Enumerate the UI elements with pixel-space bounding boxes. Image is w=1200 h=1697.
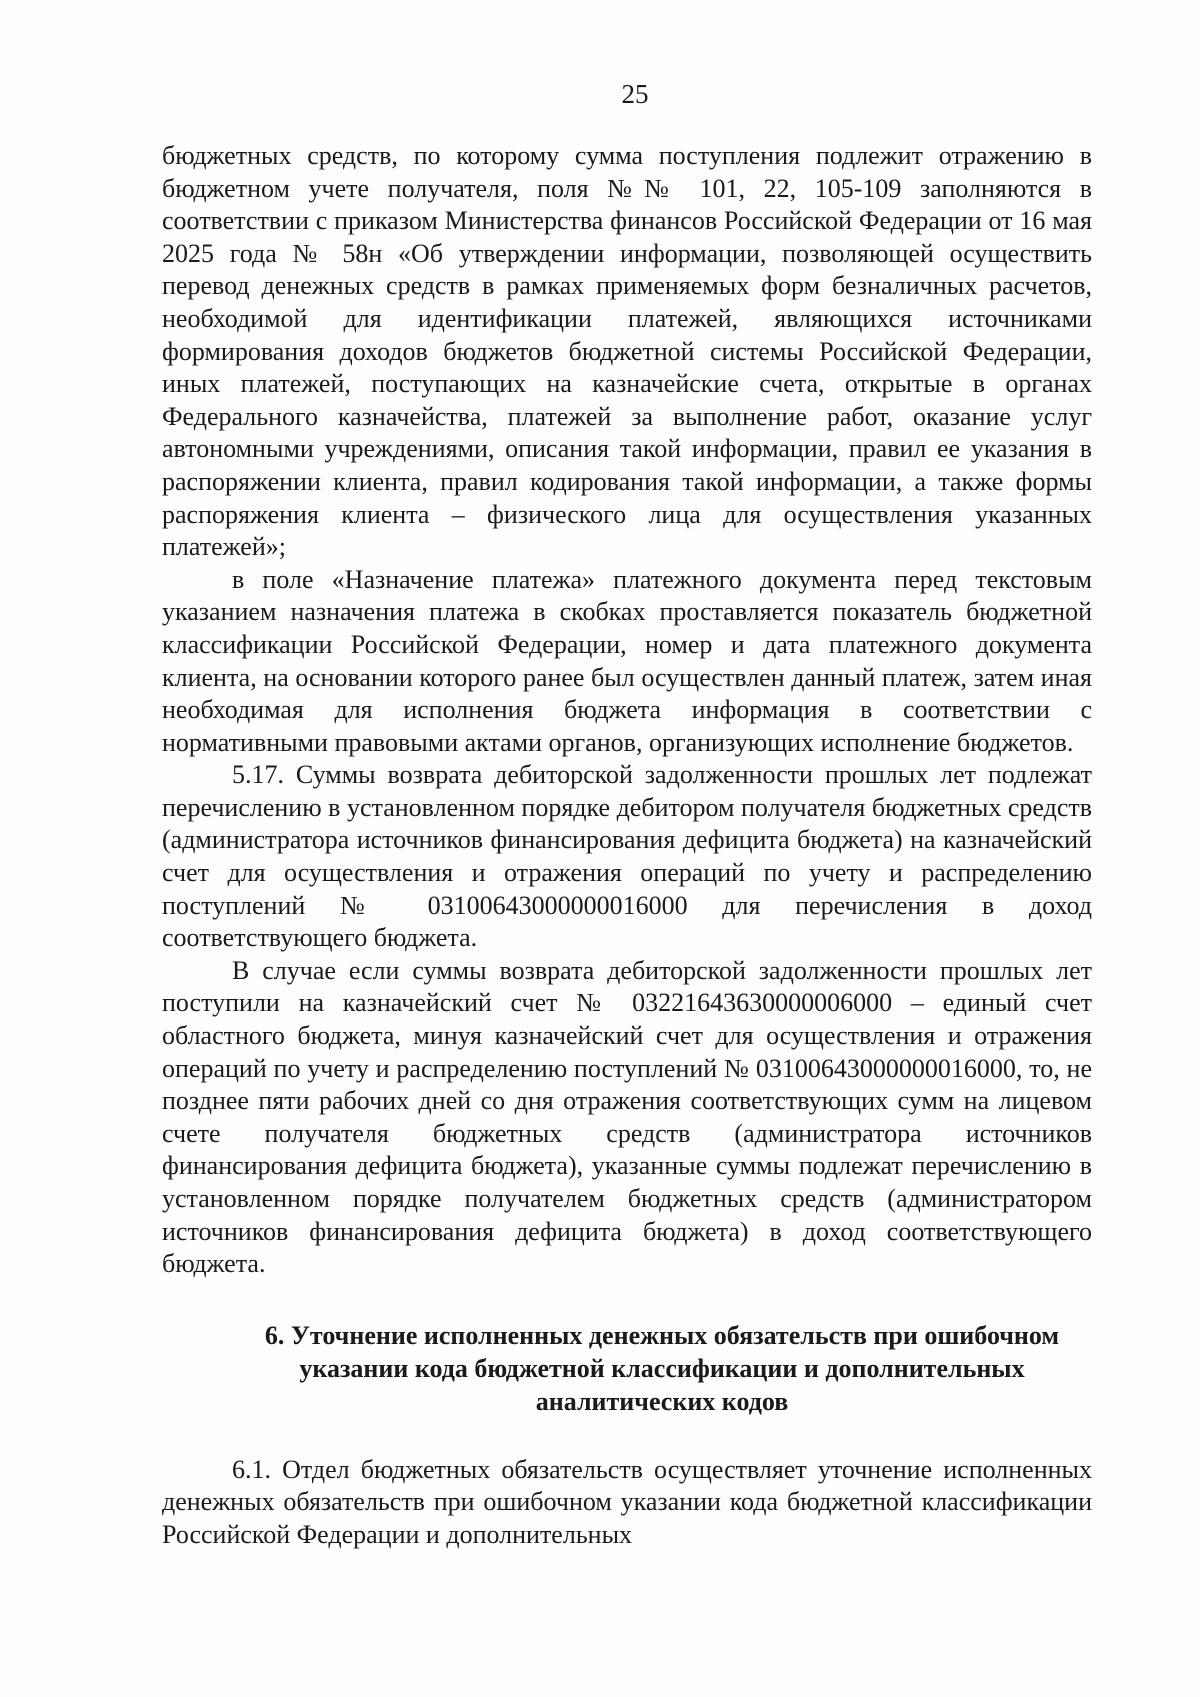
section-6-heading <box>162 1319 1092 1418</box>
section-heading-line: указании кода бюджетной классификации и дополнительных <box>299 1353 1025 1383</box>
section-heading-line: 6. Уточнение исполненных денежных обязательств при ошибочном <box>264 1320 1060 1350</box>
document-body <box>162 140 1092 1552</box>
paragraph-payment-purpose: в поле «Назначение платежа» платежного документа перед текстовым указанием назначения платежа в скобках проставляется показатель бюджетной классификации Российской Федерации, номер и дата платежного документа клиента, на основании которого ранее был осуществлен данный платеж, затем иная необходимая для исполнения бюджета информация в соответствии с нормативными правовыми актами органов, организующих исполнение бюджетов. <box>162 564 1092 757</box>
page-number: 25 <box>621 79 649 109</box>
section-heading-line: аналитических кодов <box>535 1386 789 1416</box>
paragraph-continuation: бюджетных средств, по которому сумма поступления подлежит отражению в бюджетном учете получателя, поля №№ 101, 22, 105-109 заполняются в соответствии с приказом Министерства финансов Российской Федерации от 16 мая 2025 года № 58н «Об утверждении информации, позволяющей осуществить перевод денежных средств в рамках применяемых форм безналичных расчетов, необходимой для идентификации платежей, являющихся источниками формирования доходов бюджетов бюджетной системы Российской Федерации, иных платежей, поступающих на казначейские счета, открытые в органах Федерального казначейства, платежей за выполнение работ, оказание услуг автономными учреждениями, описания такой информации, правил ее указания в распоряжении клиента, правил кодирования такой информации, а также формы распоряжения клиента – физического лица для осуществления указанных платежей»; <box>162 141 1092 562</box>
paragraph-receivables-return: В случае если суммы возврата дебиторской задолженности прошлых лет поступили на казначейский счет № 03221643630000006000 – единый счет областного бюджета, минуя казначейский счет для осуществления и отражения операций по учету и распределению поступлений № 03100643000000016000, то, не позднее пяти рабочих дней со дня отражения соответствующих сумм на лицевом счете получателя бюджетных средств (администратора источников финансирования дефицита бюджета), указанные суммы подлежат перечислению в установленном порядке получателем бюджетных средств (администратором источников финансирования дефицита бюджета) в доход соответствующего бюджета. <box>162 955 1092 1279</box>
paragraph-6-1: 6.1. Отдел бюджетных обязательств осуществляет уточнение исполненных денежных обязательств при ошибочном указании кода бюджетной классификации Российской Федерации и дополнительных <box>162 1454 1092 1549</box>
paragraph-5-17: 5.17. Суммы возврата дебиторской задолженности прошлых лет подлежат перечислению в установленном порядке дебитором получателя бюджетных средств (администратора источников финансирования дефицита бюджета) на казначейский счет для осуществления и отражения операций по учету и распределению поступлений № 03100643000000016000 для перечисления в доход соответствующего бюджета. <box>162 760 1092 953</box>
